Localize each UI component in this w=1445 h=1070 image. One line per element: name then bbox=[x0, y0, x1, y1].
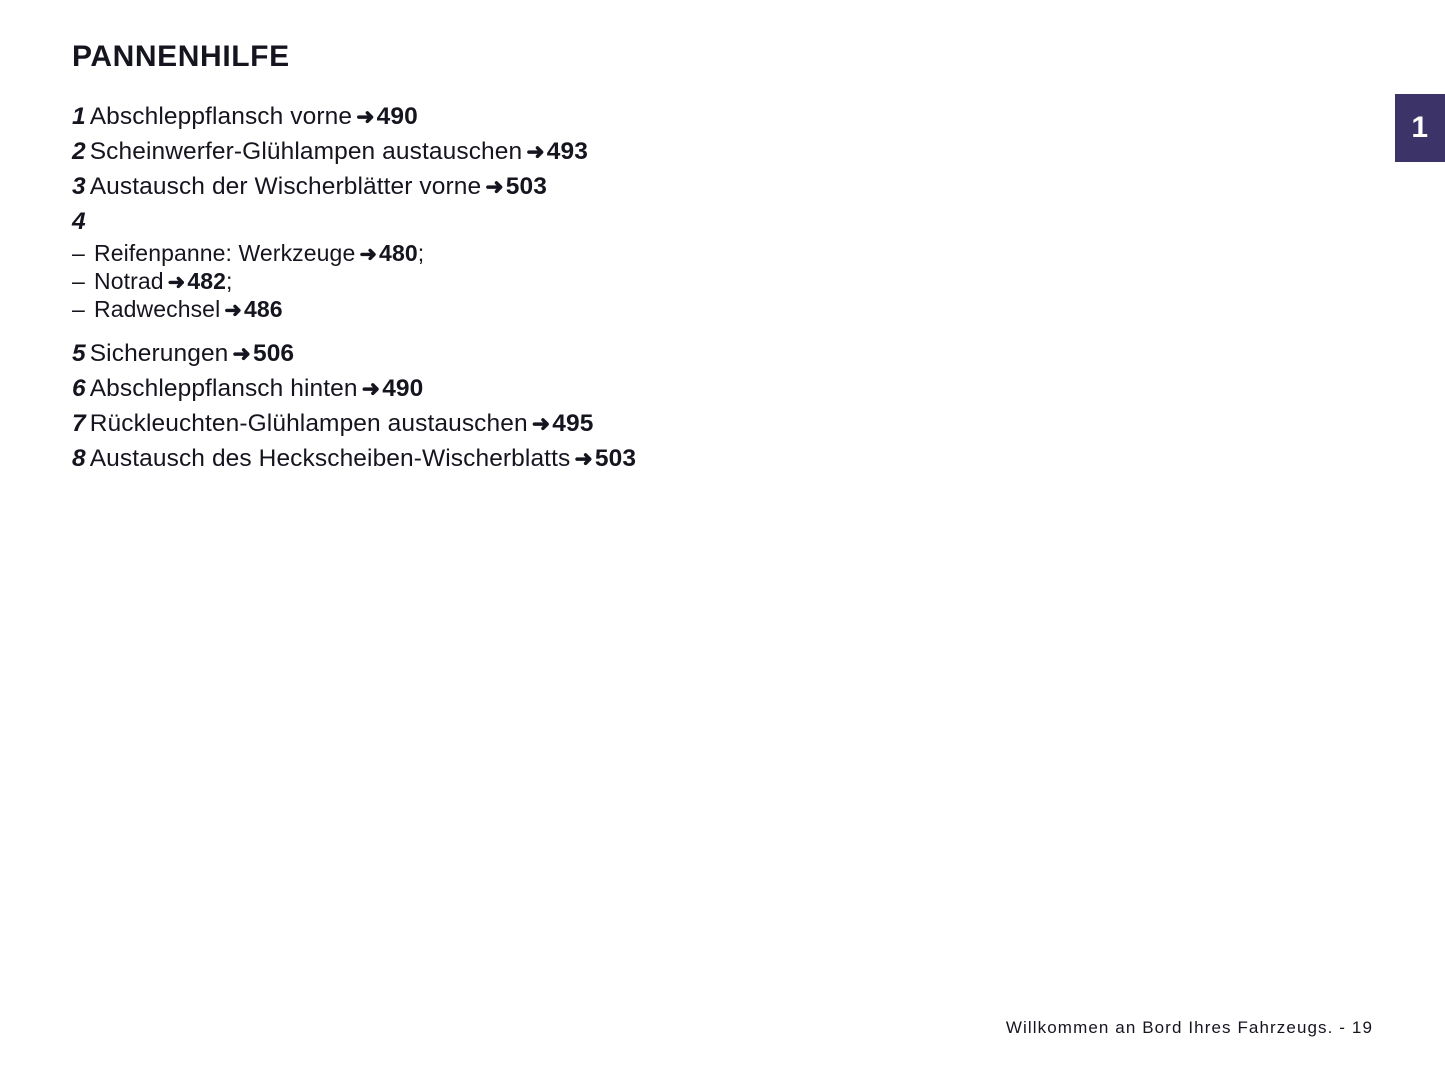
entry-label: Radwechsel bbox=[94, 296, 221, 322]
list-item[interactable] bbox=[72, 134, 1272, 169]
arrow-icon: ➜ bbox=[531, 411, 551, 436]
bullet-dash: – bbox=[72, 296, 85, 322]
entry-label: Rückleuchten-Glühlampen austauschen bbox=[89, 410, 528, 437]
arrow-icon: ➜ bbox=[356, 104, 375, 129]
entry-page: 506 bbox=[252, 340, 295, 367]
chapter-tab bbox=[1395, 94, 1445, 162]
list-item[interactable] bbox=[72, 336, 1272, 371]
sub-entry-list bbox=[72, 240, 1272, 324]
arrow-icon: ➜ bbox=[359, 243, 378, 266]
entry-label: Austausch des Heckscheiben-Wischerblatts bbox=[89, 445, 571, 472]
entry-list bbox=[72, 99, 1272, 476]
entry-page: 503 bbox=[505, 173, 547, 200]
entry-page: 503 bbox=[594, 445, 637, 472]
entry-number: 4 bbox=[72, 208, 86, 235]
arrow-icon: ➜ bbox=[526, 139, 545, 164]
entry-page: 490 bbox=[376, 103, 418, 130]
entry-label: Sicherungen bbox=[89, 340, 229, 367]
entry-label: Scheinwerfer-Glühlampen austauschen bbox=[89, 138, 523, 165]
list-item[interactable] bbox=[72, 99, 1272, 134]
entry-number: 6 bbox=[72, 375, 86, 402]
list-item[interactable] bbox=[72, 169, 1272, 204]
entry-page: 495 bbox=[552, 410, 594, 437]
arrow-icon: ➜ bbox=[224, 299, 242, 322]
entry-number: 8 bbox=[72, 445, 86, 472]
entry-page: 480 bbox=[379, 240, 418, 266]
entry-label: Abschleppflansch vorne bbox=[89, 103, 353, 130]
entry-label: Abschleppflansch hinten bbox=[89, 375, 358, 402]
list-item[interactable] bbox=[72, 296, 1272, 324]
entry-label: Reifenpanne: Werkzeuge bbox=[94, 240, 356, 266]
entry-page: 482 bbox=[187, 268, 227, 294]
entry-number: 1 bbox=[72, 103, 86, 130]
entry-suffix: ; bbox=[417, 240, 425, 266]
entry-page: 486 bbox=[244, 296, 283, 322]
list-item[interactable] bbox=[72, 406, 1272, 441]
entry-page: 490 bbox=[382, 375, 424, 402]
page-title: PANNENHILFE bbox=[72, 40, 290, 73]
arrow-icon: ➜ bbox=[361, 376, 381, 401]
arrow-icon: ➜ bbox=[574, 446, 593, 471]
entry-number: 5 bbox=[72, 340, 86, 367]
entry-number: 3 bbox=[72, 173, 86, 200]
page-footer: Willkommen an Bord Ihres Fahrzeugs. - 19 bbox=[1005, 1018, 1373, 1037]
entry-page: 493 bbox=[546, 138, 588, 165]
entry-label: Austausch der Wischerblätter vorne bbox=[89, 173, 482, 200]
bullet-dash: – bbox=[72, 240, 85, 266]
arrow-icon: ➜ bbox=[167, 271, 186, 294]
arrow-icon: ➜ bbox=[232, 341, 251, 366]
entry-label: Notrad bbox=[94, 268, 164, 294]
list-item[interactable] bbox=[72, 240, 1272, 268]
list-item[interactable] bbox=[72, 204, 1272, 239]
entry-number: 2 bbox=[72, 138, 86, 165]
list-item[interactable] bbox=[72, 441, 1272, 476]
entry-suffix: ; bbox=[226, 268, 233, 294]
arrow-icon: ➜ bbox=[485, 174, 504, 199]
entry-number: 7 bbox=[72, 410, 86, 437]
bullet-dash: – bbox=[72, 268, 85, 294]
chapter-number: 1 bbox=[1411, 111, 1429, 144]
list-item[interactable] bbox=[72, 268, 1272, 296]
list-item[interactable] bbox=[72, 371, 1272, 406]
